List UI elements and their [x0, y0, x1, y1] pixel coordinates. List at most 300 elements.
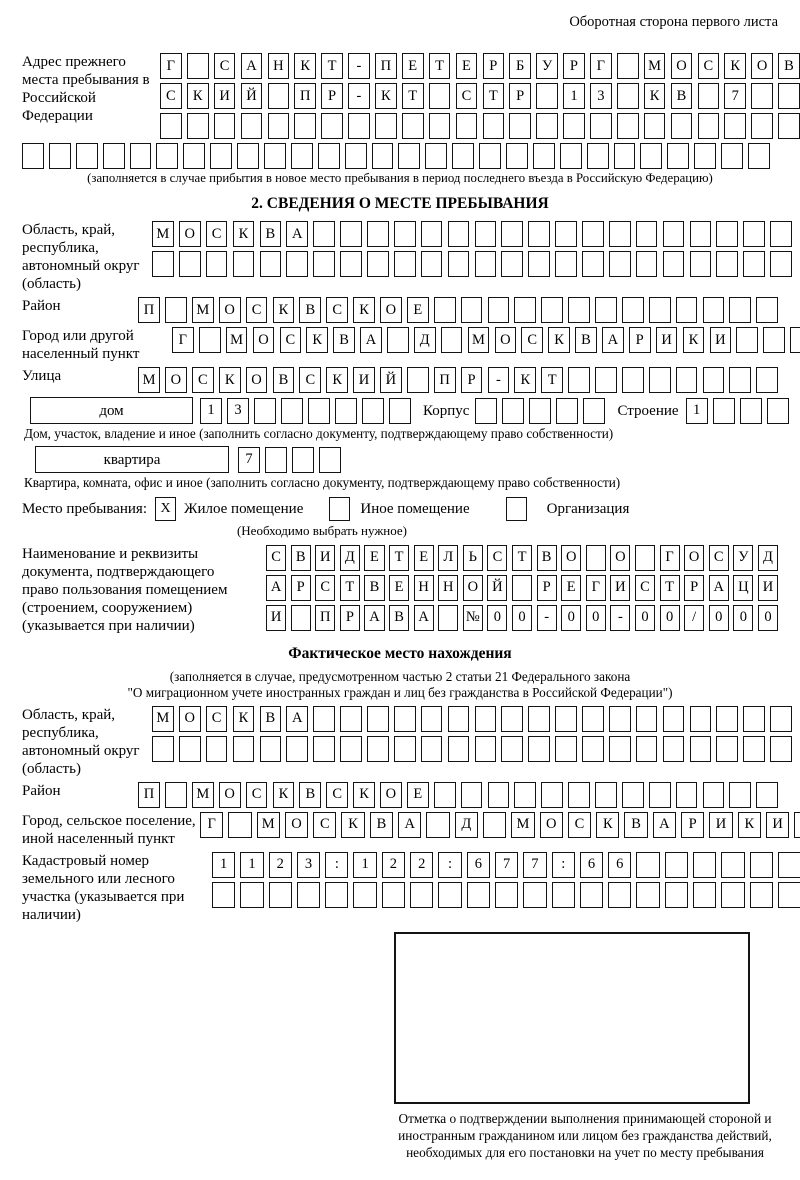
char-box[interactable] — [750, 882, 773, 908]
char-box[interactable]: О — [219, 297, 241, 323]
char-box[interactable] — [713, 398, 735, 424]
char-box[interactable] — [281, 398, 303, 424]
char-box[interactable] — [640, 143, 662, 169]
char-box[interactable]: 0 — [635, 605, 655, 631]
char-box[interactable]: 1 — [686, 398, 708, 424]
char-box[interactable]: Т — [340, 575, 360, 601]
char-box[interactable] — [644, 113, 666, 139]
char-box[interactable] — [152, 736, 174, 762]
char-box[interactable]: С — [709, 545, 729, 571]
char-box[interactable]: В — [671, 83, 693, 109]
char-box[interactable]: В — [389, 605, 409, 631]
char-box[interactable]: В — [260, 221, 282, 247]
char-box[interactable]: П — [294, 83, 316, 109]
char-box[interactable] — [452, 143, 474, 169]
char-box[interactable]: К — [353, 782, 375, 808]
char-box[interactable] — [438, 605, 458, 631]
char-box[interactable] — [506, 143, 528, 169]
char-box[interactable]: В — [299, 782, 321, 808]
char-box[interactable] — [410, 882, 433, 908]
char-box[interactable] — [676, 367, 698, 393]
char-box[interactable]: П — [434, 367, 456, 393]
char-box[interactable]: Т — [321, 53, 343, 79]
char-box[interactable] — [636, 221, 658, 247]
char-box[interactable] — [241, 113, 263, 139]
char-box[interactable]: С — [635, 575, 655, 601]
char-box[interactable] — [555, 706, 577, 732]
char-box[interactable] — [488, 297, 510, 323]
char-box[interactable]: : — [438, 852, 461, 878]
char-box[interactable]: / — [684, 605, 704, 631]
char-box[interactable]: Д — [455, 812, 478, 838]
char-box[interactable] — [729, 297, 751, 323]
char-box[interactable] — [556, 398, 578, 424]
char-box[interactable] — [676, 782, 698, 808]
char-box[interactable]: Т — [541, 367, 563, 393]
char-box[interactable]: - — [348, 83, 370, 109]
char-box[interactable] — [501, 736, 523, 762]
char-box[interactable]: В — [624, 812, 647, 838]
char-box[interactable] — [536, 83, 558, 109]
char-box[interactable] — [475, 221, 497, 247]
char-box[interactable]: М — [511, 812, 534, 838]
char-box[interactable]: 7 — [495, 852, 518, 878]
char-box[interactable]: О — [610, 545, 630, 571]
char-box[interactable]: Д — [758, 545, 778, 571]
char-box[interactable]: И — [315, 545, 335, 571]
char-box[interactable]: Р — [537, 575, 557, 601]
char-box[interactable] — [448, 251, 470, 277]
char-box[interactable] — [367, 706, 389, 732]
char-box[interactable]: А — [364, 605, 384, 631]
char-box[interactable]: К — [548, 327, 570, 353]
char-box[interactable]: Р — [483, 53, 505, 79]
char-box[interactable]: А — [266, 575, 286, 601]
char-box[interactable] — [635, 545, 655, 571]
char-box[interactable] — [479, 143, 501, 169]
char-box[interactable]: С — [206, 706, 228, 732]
char-box[interactable]: К — [341, 812, 364, 838]
char-box[interactable]: 0 — [733, 605, 753, 631]
char-box[interactable] — [475, 398, 497, 424]
char-box[interactable] — [582, 736, 604, 762]
char-box[interactable]: К — [233, 706, 255, 732]
char-box[interactable] — [743, 706, 765, 732]
char-box[interactable] — [693, 882, 716, 908]
char-box[interactable] — [698, 113, 720, 139]
char-box[interactable] — [721, 882, 744, 908]
char-box[interactable] — [228, 812, 251, 838]
char-box[interactable] — [541, 297, 563, 323]
char-box[interactable] — [240, 882, 263, 908]
char-box[interactable] — [183, 143, 205, 169]
char-box[interactable]: С — [315, 575, 335, 601]
char-box[interactable] — [512, 575, 532, 601]
char-box[interactable]: : — [325, 852, 348, 878]
char-box[interactable] — [402, 113, 424, 139]
char-box[interactable]: 6 — [608, 852, 631, 878]
char-box[interactable]: - — [610, 605, 630, 631]
char-box[interactable] — [703, 782, 725, 808]
char-box[interactable]: К — [233, 221, 255, 247]
char-box[interactable] — [716, 706, 738, 732]
char-box[interactable] — [528, 221, 550, 247]
char-box[interactable] — [160, 113, 182, 139]
char-box[interactable] — [555, 221, 577, 247]
char-box[interactable]: Т — [429, 53, 451, 79]
char-box[interactable]: 0 — [586, 605, 606, 631]
char-box[interactable]: К — [644, 83, 666, 109]
char-box[interactable]: С — [313, 812, 336, 838]
char-box[interactable] — [394, 221, 416, 247]
char-box[interactable]: А — [602, 327, 624, 353]
char-box[interactable] — [502, 398, 524, 424]
char-box[interactable] — [667, 143, 689, 169]
char-box[interactable] — [778, 882, 800, 908]
char-box[interactable]: О — [751, 53, 773, 79]
char-box[interactable] — [778, 852, 800, 878]
char-box[interactable] — [763, 327, 785, 353]
char-box[interactable]: Г — [586, 575, 606, 601]
char-box[interactable]: Г — [660, 545, 680, 571]
char-box[interactable]: Т — [512, 545, 532, 571]
char-box[interactable]: М — [468, 327, 490, 353]
char-box[interactable] — [268, 113, 290, 139]
char-box[interactable] — [367, 221, 389, 247]
char-box[interactable] — [394, 706, 416, 732]
char-box[interactable] — [206, 251, 228, 277]
char-box[interactable] — [748, 143, 770, 169]
char-box[interactable] — [703, 297, 725, 323]
char-box[interactable]: М — [138, 367, 160, 393]
char-box[interactable] — [533, 143, 555, 169]
char-box[interactable] — [609, 706, 631, 732]
char-box[interactable] — [736, 327, 758, 353]
kvartira-type-box[interactable]: квартира — [35, 446, 229, 473]
char-box[interactable]: В — [364, 575, 384, 601]
char-box[interactable] — [501, 221, 523, 247]
char-box[interactable] — [291, 143, 313, 169]
char-box[interactable]: Н — [438, 575, 458, 601]
char-box[interactable] — [690, 736, 712, 762]
char-box[interactable] — [206, 736, 228, 762]
char-box[interactable] — [622, 297, 644, 323]
char-box[interactable]: Р — [291, 575, 311, 601]
char-box[interactable]: К — [219, 367, 241, 393]
char-box[interactable] — [429, 113, 451, 139]
char-box[interactable] — [528, 736, 550, 762]
char-box[interactable]: П — [138, 297, 160, 323]
char-box[interactable]: 0 — [709, 605, 729, 631]
char-box[interactable] — [582, 221, 604, 247]
char-box[interactable] — [429, 83, 451, 109]
char-box[interactable] — [693, 852, 716, 878]
char-box[interactable] — [362, 398, 384, 424]
char-box[interactable] — [665, 852, 688, 878]
char-box[interactable] — [587, 143, 609, 169]
char-box[interactable] — [636, 736, 658, 762]
char-box[interactable]: О — [246, 367, 268, 393]
char-box[interactable] — [398, 143, 420, 169]
char-box[interactable] — [467, 882, 490, 908]
char-box[interactable] — [254, 398, 276, 424]
char-box[interactable] — [318, 143, 340, 169]
char-box[interactable]: 1 — [353, 852, 376, 878]
char-box[interactable]: К — [375, 83, 397, 109]
char-box[interactable] — [179, 251, 201, 277]
char-box[interactable]: Г — [590, 53, 612, 79]
char-box[interactable] — [649, 782, 671, 808]
char-box[interactable]: О — [684, 545, 704, 571]
char-box[interactable] — [421, 736, 443, 762]
char-box[interactable] — [340, 251, 362, 277]
char-box[interactable]: 7 — [724, 83, 746, 109]
char-box[interactable]: 3 — [590, 83, 612, 109]
char-box[interactable] — [609, 251, 631, 277]
char-box[interactable] — [716, 221, 738, 247]
char-box[interactable] — [595, 782, 617, 808]
char-box[interactable] — [233, 251, 255, 277]
char-box[interactable]: С — [280, 327, 302, 353]
char-box[interactable] — [617, 113, 639, 139]
char-box[interactable]: С — [206, 221, 228, 247]
char-box[interactable]: Г — [200, 812, 223, 838]
char-box[interactable] — [434, 297, 456, 323]
char-box[interactable] — [286, 736, 308, 762]
char-box[interactable]: М — [226, 327, 248, 353]
char-box[interactable]: 0 — [487, 605, 507, 631]
char-box[interactable] — [260, 736, 282, 762]
char-box[interactable]: А — [286, 221, 308, 247]
char-box[interactable] — [187, 53, 209, 79]
char-box[interactable] — [268, 83, 290, 109]
char-box[interactable] — [536, 113, 558, 139]
char-box[interactable] — [335, 398, 357, 424]
char-box[interactable] — [319, 447, 341, 473]
char-box[interactable] — [528, 706, 550, 732]
char-box[interactable] — [475, 251, 497, 277]
char-box[interactable] — [156, 143, 178, 169]
char-box[interactable]: 2 — [382, 852, 405, 878]
char-box[interactable] — [76, 143, 98, 169]
char-box[interactable] — [286, 251, 308, 277]
char-box[interactable] — [291, 605, 311, 631]
char-box[interactable] — [770, 221, 792, 247]
char-box[interactable] — [552, 882, 575, 908]
char-box[interactable] — [375, 113, 397, 139]
char-box[interactable] — [582, 706, 604, 732]
char-box[interactable]: Р — [321, 83, 343, 109]
char-box[interactable]: И — [709, 812, 732, 838]
char-box[interactable]: О — [463, 575, 483, 601]
char-box[interactable] — [165, 782, 187, 808]
char-box[interactable] — [152, 251, 174, 277]
char-box[interactable]: О — [219, 782, 241, 808]
char-box[interactable]: И — [766, 812, 789, 838]
char-box[interactable] — [690, 251, 712, 277]
char-box[interactable] — [770, 251, 792, 277]
char-box[interactable]: Й — [487, 575, 507, 601]
char-box[interactable] — [340, 736, 362, 762]
char-box[interactable]: Р — [629, 327, 651, 353]
char-box[interactable] — [103, 143, 125, 169]
char-box[interactable] — [740, 398, 762, 424]
char-box[interactable] — [636, 706, 658, 732]
char-box[interactable]: К — [306, 327, 328, 353]
char-box[interactable]: С — [487, 545, 507, 571]
char-box[interactable]: С — [246, 297, 268, 323]
char-box[interactable] — [372, 143, 394, 169]
char-box[interactable] — [590, 113, 612, 139]
char-box[interactable]: М — [152, 706, 174, 732]
char-box[interactable]: И — [610, 575, 630, 601]
char-box[interactable] — [421, 221, 443, 247]
char-box[interactable]: Е — [414, 545, 434, 571]
char-box[interactable] — [130, 143, 152, 169]
char-box[interactable]: И — [758, 575, 778, 601]
char-box[interactable] — [636, 852, 659, 878]
char-box[interactable] — [729, 367, 751, 393]
char-box[interactable]: А — [360, 327, 382, 353]
char-box[interactable] — [663, 706, 685, 732]
char-box[interactable] — [751, 113, 773, 139]
char-box[interactable] — [622, 782, 644, 808]
char-box[interactable]: 1 — [563, 83, 585, 109]
char-box[interactable] — [421, 251, 443, 277]
char-box[interactable]: В — [333, 327, 355, 353]
char-box[interactable]: О — [253, 327, 275, 353]
char-box[interactable]: К — [326, 367, 348, 393]
char-box[interactable]: С — [698, 53, 720, 79]
char-box[interactable]: П — [375, 53, 397, 79]
char-box[interactable] — [636, 251, 658, 277]
char-box[interactable]: К — [294, 53, 316, 79]
char-box[interactable] — [541, 782, 563, 808]
char-box[interactable]: Н — [414, 575, 434, 601]
char-box[interactable] — [583, 398, 605, 424]
char-box[interactable] — [501, 251, 523, 277]
char-box[interactable] — [724, 113, 746, 139]
char-box[interactable] — [671, 113, 693, 139]
char-box[interactable]: Л — [438, 545, 458, 571]
char-box[interactable] — [514, 782, 536, 808]
char-box[interactable] — [434, 782, 456, 808]
char-box[interactable]: 7 — [238, 447, 260, 473]
char-box[interactable]: Т — [660, 575, 680, 601]
char-box[interactable] — [698, 83, 720, 109]
char-box[interactable] — [237, 143, 259, 169]
char-box[interactable]: С — [160, 83, 182, 109]
char-box[interactable]: В — [299, 297, 321, 323]
char-box[interactable] — [770, 736, 792, 762]
char-box[interactable]: Г — [160, 53, 182, 79]
char-box[interactable]: Р — [340, 605, 360, 631]
char-box[interactable]: Й — [380, 367, 402, 393]
char-box[interactable] — [426, 812, 449, 838]
char-box[interactable] — [743, 251, 765, 277]
char-box[interactable] — [716, 251, 738, 277]
char-box[interactable]: И — [656, 327, 678, 353]
char-box[interactable] — [448, 221, 470, 247]
char-box[interactable]: В — [370, 812, 393, 838]
char-box[interactable]: И — [214, 83, 236, 109]
char-box[interactable]: 2 — [269, 852, 292, 878]
char-box[interactable]: С — [214, 53, 236, 79]
char-box[interactable]: О — [561, 545, 581, 571]
char-box[interactable]: К — [683, 327, 705, 353]
char-box[interactable] — [716, 736, 738, 762]
char-box[interactable] — [353, 882, 376, 908]
char-box[interactable] — [461, 782, 483, 808]
char-box[interactable]: К — [738, 812, 761, 838]
char-box[interactable] — [595, 297, 617, 323]
char-box[interactable] — [483, 113, 505, 139]
char-box[interactable] — [345, 143, 367, 169]
char-box[interactable]: Н — [268, 53, 290, 79]
char-box[interactable] — [483, 812, 506, 838]
char-box[interactable] — [617, 53, 639, 79]
char-box[interactable] — [22, 143, 44, 169]
char-box[interactable] — [297, 882, 320, 908]
char-box[interactable] — [636, 882, 659, 908]
char-box[interactable] — [756, 367, 778, 393]
char-box[interactable] — [214, 113, 236, 139]
char-box[interactable] — [321, 113, 343, 139]
char-box[interactable] — [649, 367, 671, 393]
char-box[interactable] — [721, 852, 744, 878]
char-box[interactable]: С — [521, 327, 543, 353]
char-box[interactable] — [294, 113, 316, 139]
char-box[interactable]: М — [192, 782, 214, 808]
char-box[interactable] — [794, 812, 800, 838]
char-box[interactable] — [340, 706, 362, 732]
char-box[interactable] — [187, 113, 209, 139]
char-box[interactable]: С — [326, 297, 348, 323]
char-box[interactable] — [233, 736, 255, 762]
char-box[interactable]: В — [291, 545, 311, 571]
char-box[interactable]: 0 — [561, 605, 581, 631]
char-box[interactable] — [382, 882, 405, 908]
char-box[interactable] — [461, 297, 483, 323]
char-box[interactable] — [389, 398, 411, 424]
char-box[interactable] — [555, 736, 577, 762]
char-box[interactable] — [729, 782, 751, 808]
char-box[interactable] — [663, 221, 685, 247]
char-box[interactable] — [514, 297, 536, 323]
char-box[interactable]: П — [315, 605, 335, 631]
char-box[interactable]: - — [348, 53, 370, 79]
char-box[interactable]: Е — [402, 53, 424, 79]
char-box[interactable] — [663, 251, 685, 277]
char-box[interactable] — [560, 143, 582, 169]
char-box[interactable] — [750, 852, 773, 878]
char-box[interactable] — [199, 327, 221, 353]
char-box[interactable]: - — [488, 367, 510, 393]
char-box[interactable]: О — [165, 367, 187, 393]
char-box[interactable] — [308, 398, 330, 424]
char-box[interactable]: - — [537, 605, 557, 631]
char-box[interactable] — [703, 367, 725, 393]
char-box[interactable] — [649, 297, 671, 323]
char-box[interactable] — [751, 83, 773, 109]
char-box[interactable] — [495, 882, 518, 908]
char-box[interactable]: О — [540, 812, 563, 838]
char-box[interactable] — [690, 706, 712, 732]
char-box[interactable] — [529, 398, 551, 424]
char-box[interactable] — [595, 367, 617, 393]
char-box[interactable]: Е — [407, 782, 429, 808]
char-box[interactable]: С — [568, 812, 591, 838]
